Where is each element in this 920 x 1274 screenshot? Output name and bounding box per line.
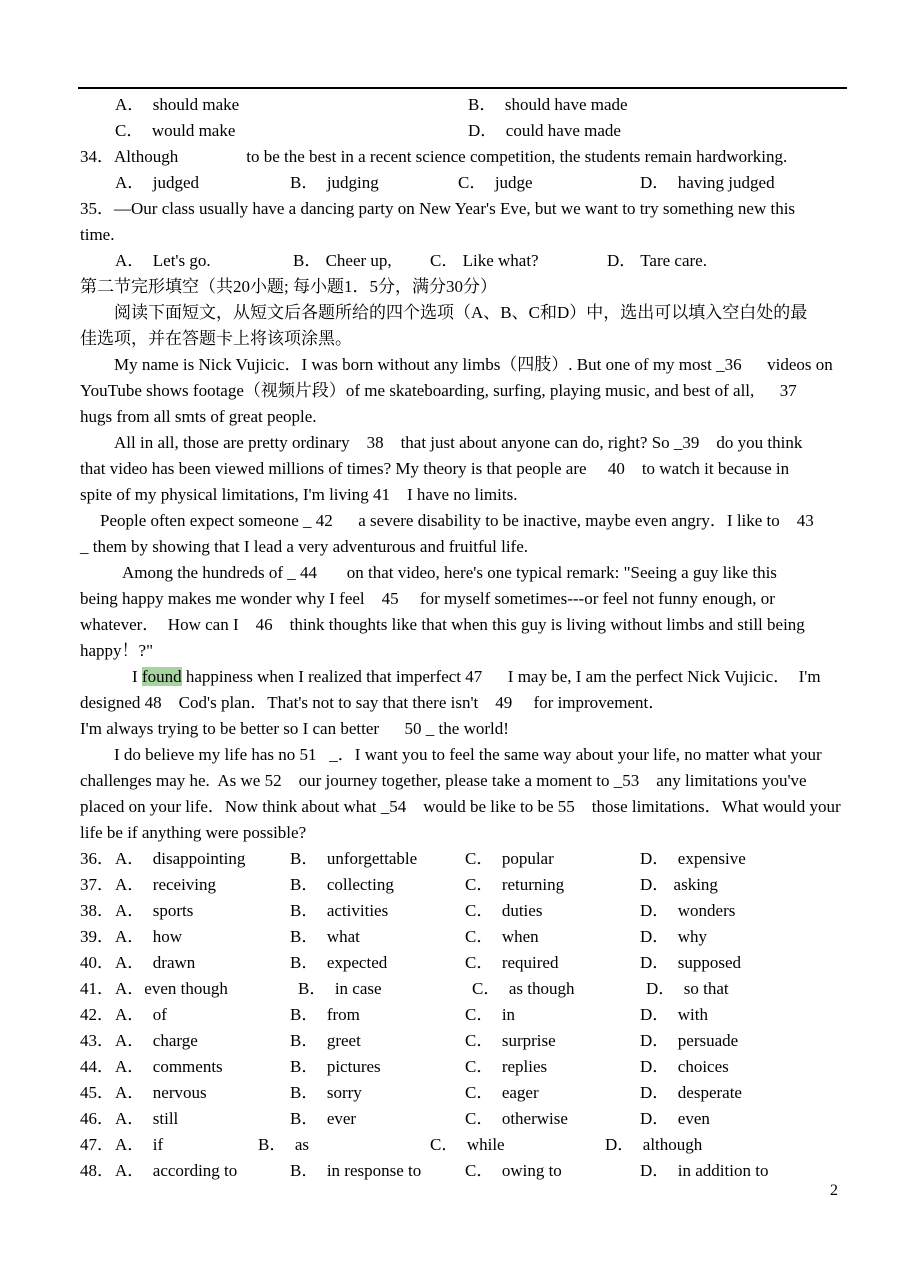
text-segment: D． asking: [640, 875, 718, 894]
q35-question-cont: [80, 222, 855, 248]
text-segment: A． should make: [115, 95, 240, 114]
text-segment: 38．: [80, 901, 114, 920]
text-segment: 42．: [80, 1005, 114, 1024]
text-segment: 44．: [80, 1057, 114, 1076]
text-segment: D． even: [640, 1109, 710, 1128]
text-run: happiness when I realized that imperfect 47 I may be, I am the perfect Nick Vujicic． I'm: [181, 667, 821, 686]
text-run: _ them by showing that I lead a very adventurous and fruitful life.: [80, 537, 529, 556]
text-segment: 43．: [80, 1031, 114, 1050]
text-run: happy！?": [80, 641, 154, 660]
instructions-line-1: [80, 300, 855, 326]
text-run: whatever． How can I 46 think thoughts like that when this guy is living without limbs and still being: [80, 615, 805, 634]
q35-question: [80, 196, 855, 222]
mcq-row-36: [80, 846, 855, 872]
text-segment: C． eager: [465, 1083, 539, 1102]
mcq-row-41: [80, 976, 855, 1002]
text-segment: 39．: [80, 927, 114, 946]
text-segment: 46．: [80, 1109, 114, 1128]
text-segment: C． surprise: [465, 1031, 556, 1050]
mcq-row-46: [80, 1106, 855, 1132]
mcq-row-37: [80, 872, 855, 898]
text-segment: D． choices: [640, 1057, 729, 1076]
text-segment: C． returning: [465, 875, 565, 894]
text-segment: B． what: [290, 927, 360, 946]
text-segment: C． judge: [458, 173, 533, 192]
mcq-row-43: [80, 1028, 855, 1054]
text-segment: B． as: [258, 1135, 309, 1154]
passage-line-6: [80, 482, 855, 508]
passage-line-11: [80, 612, 855, 638]
text-segment: 40．: [80, 953, 114, 972]
text-run: challenges may he. As we 52 our journey together, please take a moment to _53 any limitations you've: [80, 771, 807, 790]
mcq-row-40: [80, 950, 855, 976]
passage-line-8: [80, 534, 855, 560]
text-segment: A． drawn: [115, 953, 196, 972]
passage-line-9: [80, 560, 855, 586]
text-run: placed on your life．Now think about what _54 would be like to be 55 those limitations．What would your: [80, 797, 841, 816]
text-segment: A． Let's go.: [115, 251, 211, 270]
highlighted-word: found: [141, 667, 182, 686]
text-run: My name is Nick Vujicic．I was born without any limbs（四肢）. But one of my most _36 videos on: [114, 355, 833, 374]
page-number: 2: [830, 1182, 838, 1199]
text-segment: A． judged: [115, 173, 200, 192]
text-segment: C． owing to: [465, 1161, 562, 1180]
text-segment: A． sports: [115, 901, 194, 920]
passage-line-10: [80, 586, 855, 612]
text-run: spite of my physical limitations, I'm living 41 I have no limits.: [80, 485, 518, 504]
text-run: being happy makes me wonder why I feel 45 for myself sometimes---or feel not funny enough, or: [80, 589, 775, 608]
q33-option-row-cd: [80, 118, 855, 144]
text-segment: 48．: [80, 1161, 114, 1180]
mcq-row-42: [80, 1002, 855, 1028]
text-segment: B． in response to: [290, 1161, 422, 1180]
text-run: that video has been viewed millions of times? My theory is that people are 40 to watch it because in: [80, 459, 790, 478]
text-segment: 41．: [80, 979, 114, 998]
text-segment: 47．: [80, 1135, 114, 1154]
mcq-row-44: [80, 1054, 855, 1080]
text-segment: D． could have made: [468, 121, 621, 140]
text-segment: B． from: [290, 1005, 360, 1024]
text-segment: A． how: [115, 927, 183, 946]
mcq-row-39: [80, 924, 855, 950]
text-segment: B． sorry: [290, 1083, 362, 1102]
text-segment: C． in: [465, 1005, 516, 1024]
text-run: hugs from all smts of great people.: [80, 407, 317, 426]
text-segment: C． as though: [472, 979, 575, 998]
text-segment: D． having judged: [640, 173, 775, 192]
text-segment: C． while: [430, 1135, 505, 1154]
text-segment: A． of: [115, 1005, 167, 1024]
q34-question: [80, 144, 855, 170]
text-run: I'm always trying to be better so I can better 50 _ the world!: [80, 719, 509, 738]
passage-line-18: [80, 794, 855, 820]
text-segment: D． Tare care.: [607, 251, 707, 270]
text-run: I: [132, 667, 142, 686]
text-segment: A． charge: [115, 1031, 198, 1050]
text-segment: A． disappointing: [115, 849, 246, 868]
mcq-row-48: [80, 1158, 855, 1184]
instructions-line-2: [80, 326, 855, 352]
text-segment: C． required: [465, 953, 559, 972]
text-run: 阅读下面短文，从短文后各题所给的四个选项（A、B、C和D）中，选出可以填入空白处的最: [114, 303, 808, 322]
text-segment: A． according to: [115, 1161, 238, 1180]
text-segment: C． replies: [465, 1057, 548, 1076]
text-segment: B． activities: [290, 901, 389, 920]
text-segment: A． if: [115, 1135, 164, 1154]
mcq-row-47: [80, 1132, 855, 1158]
text-segment: D． wonders: [640, 901, 736, 920]
text-segment: A． comments: [115, 1057, 223, 1076]
q34-options: [80, 170, 855, 196]
text-segment: A． still: [115, 1109, 179, 1128]
mcq-row-38: [80, 898, 855, 924]
text-segment: D． desperate: [640, 1083, 742, 1102]
passage-line-4: [80, 430, 855, 456]
text-segment: A． receiving: [115, 875, 217, 894]
text-run: YouTube shows footage（视频片段）of me skateboarding, surfing, playing music, and best of all, 37: [80, 381, 797, 400]
text-run: Among the hundreds of _ 44 on that video, here's one typical remark: "Seeing a guy like this: [122, 563, 777, 582]
text-segment: C． duties: [465, 901, 543, 920]
text-run: 第二节完形填空（共20小题; 每小题1．5分，满分30分）: [80, 277, 497, 296]
text-segment: D． in addition to: [640, 1161, 769, 1180]
text-segment: D． so that: [646, 979, 729, 998]
passage-line-14: [80, 690, 855, 716]
text-segment: D． why: [640, 927, 708, 946]
text-segment: C． Like what?: [430, 251, 539, 270]
header-rule: [78, 87, 847, 89]
text-segment: B． pictures: [290, 1057, 381, 1076]
text-segment: D． supposed: [640, 953, 742, 972]
text-segment: B． collecting: [290, 875, 394, 894]
text-run: 34．Although to be the best in a recent science competition, the students remain hardworking.: [80, 147, 788, 166]
text-segment: D． persuade: [640, 1031, 739, 1050]
text-segment: B． judging: [290, 173, 379, 192]
passage-line-1: [80, 352, 855, 378]
text-segment: D． expensive: [640, 849, 746, 868]
text-segment: B． Cheer up,: [293, 251, 392, 270]
text-run: time.: [80, 225, 115, 244]
text-segment: C． popular: [465, 849, 554, 868]
text-segment: C． when: [465, 927, 539, 946]
passage-line-15: [80, 716, 855, 742]
text-segment: B． unforgettable: [290, 849, 418, 868]
text-segment: D． with: [640, 1005, 708, 1024]
text-run: 佳选项，并在答题卡上将该项涂黑。: [80, 329, 352, 348]
text-run: All in all, those are pretty ordinary 38 that just about anyone can do, right? So _39 do you think: [114, 433, 803, 452]
section-heading: [80, 274, 855, 300]
text-segment: B． in case: [298, 979, 382, 998]
text-segment: A．even though: [115, 979, 228, 998]
document-content: [80, 92, 855, 1184]
passage-line-3: [80, 404, 855, 430]
text-segment: D． although: [605, 1135, 703, 1154]
text-segment: 36．: [80, 849, 114, 868]
text-segment: B． should have made: [468, 95, 628, 114]
text-segment: 37．: [80, 875, 114, 894]
text-segment: B． ever: [290, 1109, 357, 1128]
passage-line-7: [80, 508, 855, 534]
passage-line-17: [80, 768, 855, 794]
text-run: life be if anything were possible?: [80, 823, 307, 842]
text-segment: 45．: [80, 1083, 114, 1102]
passage-line-2: [80, 378, 855, 404]
text-segment: C． otherwise: [465, 1109, 568, 1128]
passage-line-16: [80, 742, 855, 768]
text-segment: B． greet: [290, 1031, 361, 1050]
text-run: I do believe my life has no 51 _．I want you to feel the same way about your life, no matter what your: [114, 745, 822, 764]
passage-line-19: [80, 820, 855, 846]
passage-line-12: [80, 638, 855, 664]
passage-line-5: [80, 456, 855, 482]
q33-option-row-ab: [80, 92, 855, 118]
passage-line-13: [80, 664, 855, 690]
text-segment: A． nervous: [115, 1083, 207, 1102]
mcq-row-45: [80, 1080, 855, 1106]
text-run: designed 48 Cod's plan．That's not to say that there isn't 49 for improvement．: [80, 693, 666, 712]
text-segment: B． expected: [290, 953, 388, 972]
text-run: People often expect someone _ 42 a severe disability to be inactive, maybe even angry．I like to 43: [100, 511, 814, 530]
text-run: 35．—Our class usually have a dancing party on New Year's Eve, but we want to try something new this: [80, 199, 796, 218]
q35-options: [80, 248, 855, 274]
text-segment: C． would make: [115, 121, 236, 140]
